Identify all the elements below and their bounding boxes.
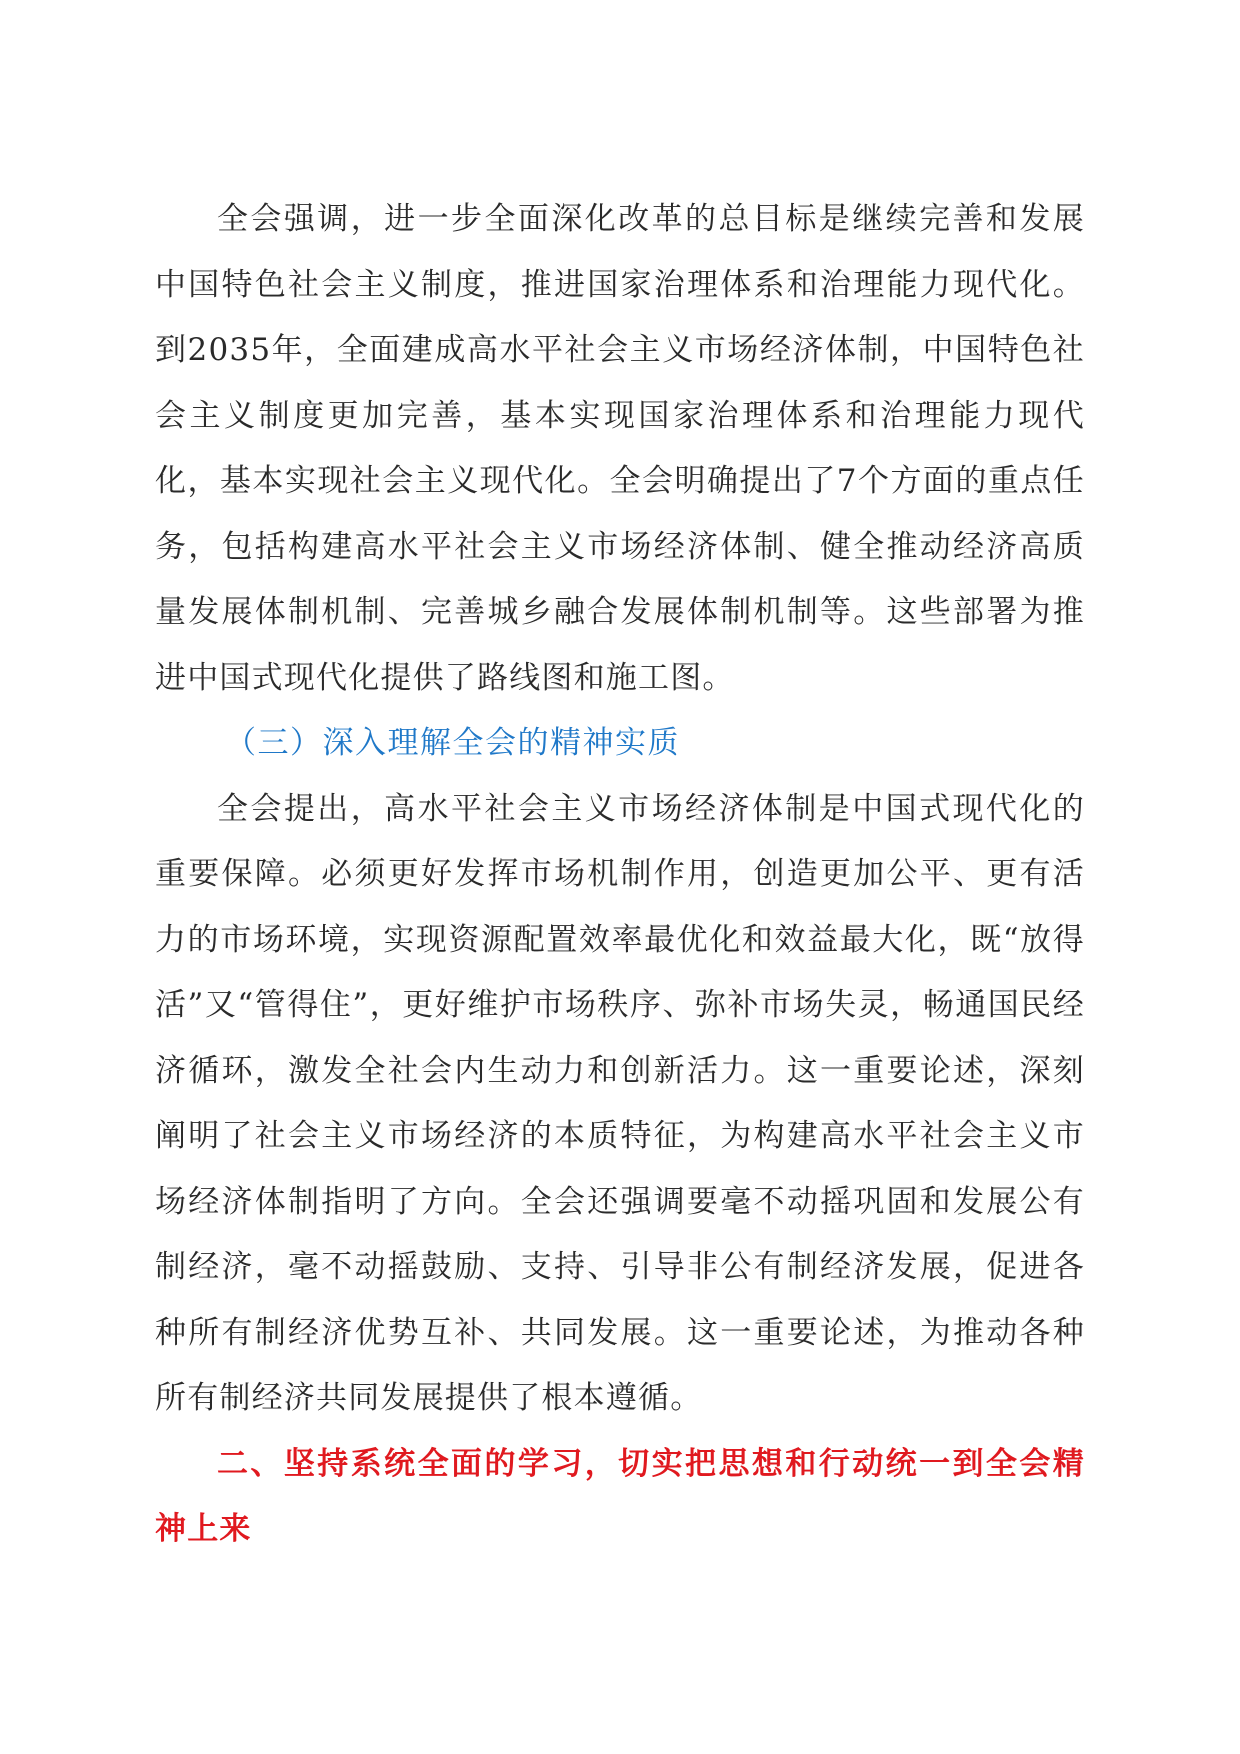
body-paragraph-essence: 全会提出，高水平社会主义市场经济体制是中国式现代化的重要保障。必须更好发挥市场机制作用，创造更加公平、更有活力的市场环境，实现资源配置效率最优化和效益最大化，既“放得活”又“管得住”，更好维护市场秩序、弥补市场失灵，畅通国民经济循环，激发全社会内生动力和创新活力。这一重要论述，深刻阐明了社会主义市场经济的本质特征，为构建高水平社会主义市场经济体制指明了方向。全会还强调要毫不动摇巩固和发展公有制经济，毫不动摇鼓励、支持、引导非公有制经济发展，促进各种所有制经济优势互补、共同发展。这一重要论述，为推动各种所有制经济共同发展提供了根本遵循。 xyxy=(155,790,1085,1416)
chapter-heading: 二、坚持系统全面的学习，切实把思想和行动统一到全会精神上来 xyxy=(155,1445,1085,1547)
document-body xyxy=(155,187,1085,1563)
section-subheading: （三）深入理解全会的精神实质 xyxy=(225,725,680,761)
body-paragraph-goals: 全会强调，进一步全面深化改革的总目标是继续完善和发展中国特色社会主义制度，推进国家治理体系和治理能力现代化。到2035年，全面建成高水平社会主义市场经济体制，中国特色社会主义制度更加完善，基本实现国家治理体系和治理能力现代化，基本实现社会主义现代化。全会明确提出了7个方面的重点任务，包括构建高水平社会主义市场经济体制、健全推动经济高质量发展体制机制、完善城乡融合发展体制机制等。这些部署为推进中国式现代化提供了路线图和施工图。 xyxy=(155,201,1085,696)
